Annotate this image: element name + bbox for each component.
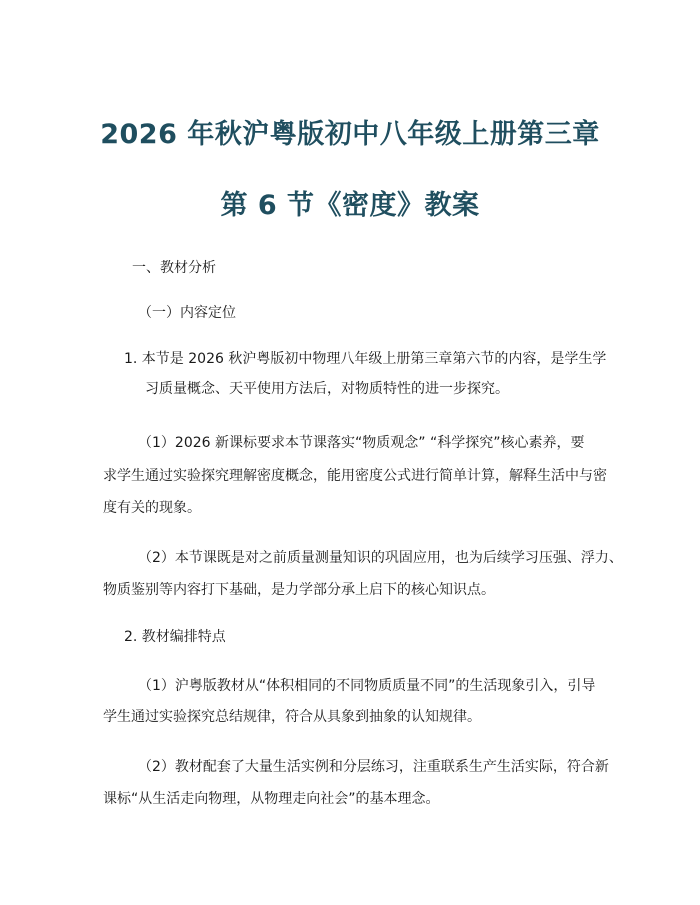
paragraph-3-line-1: （1）沪粤版教材从“体积相同的不同物质质量不同”的生活现象引入，引导	[138, 678, 596, 694]
subsection-heading-content-position: （一）内容定位	[138, 305, 236, 321]
paragraph-3-line-2: 学生通过实验探究总结规律，符合从具象到抽象的认知规律。	[103, 709, 481, 725]
list-item-1-line-1: 1. 本节是 2026 秋沪粤版初中物理八年级上册第三章第六节的内容，是学生学	[124, 351, 607, 367]
paragraph-4-line-2: 课标“从生活走向物理，从物理走向社会”的基本理念。	[103, 791, 440, 807]
section-heading-textbook-analysis: 一、教材分析	[132, 260, 216, 276]
document-title-line-2: 第 6 节《密度》教案	[220, 190, 480, 221]
paragraph-1-line-2: 求学生通过实验探究理解密度概念，能用密度公式进行简单计算，解释生活中与密	[103, 468, 607, 484]
paragraph-2-line-1: （2）本节课既是对之前质量测量知识的巩固应用，也为后续学习压强、浮力、	[138, 550, 623, 566]
paragraph-4-line-1: （2）教材配套了大量生活实例和分层练习，注重联系生产生活实际，符合新	[138, 759, 609, 775]
list-item-2: 2. 教材编排特点	[124, 629, 226, 645]
paragraph-1-line-1: （1）2026 新课标要求本节课落实“物质观念” “科学探究”核心素养，要	[138, 435, 585, 451]
list-item-1-line-2: 习质量概念、天平使用方法后，对物质特性的进一步探究。	[145, 381, 509, 397]
paragraph-2-line-2: 物质鉴别等内容打下基础，是力学部分承上启下的核心知识点。	[103, 582, 495, 598]
document-title-line-1: 2026 年秋沪粤版初中八年级上册第三章	[100, 119, 600, 150]
paragraph-1-line-3: 度有关的现象。	[103, 500, 201, 516]
